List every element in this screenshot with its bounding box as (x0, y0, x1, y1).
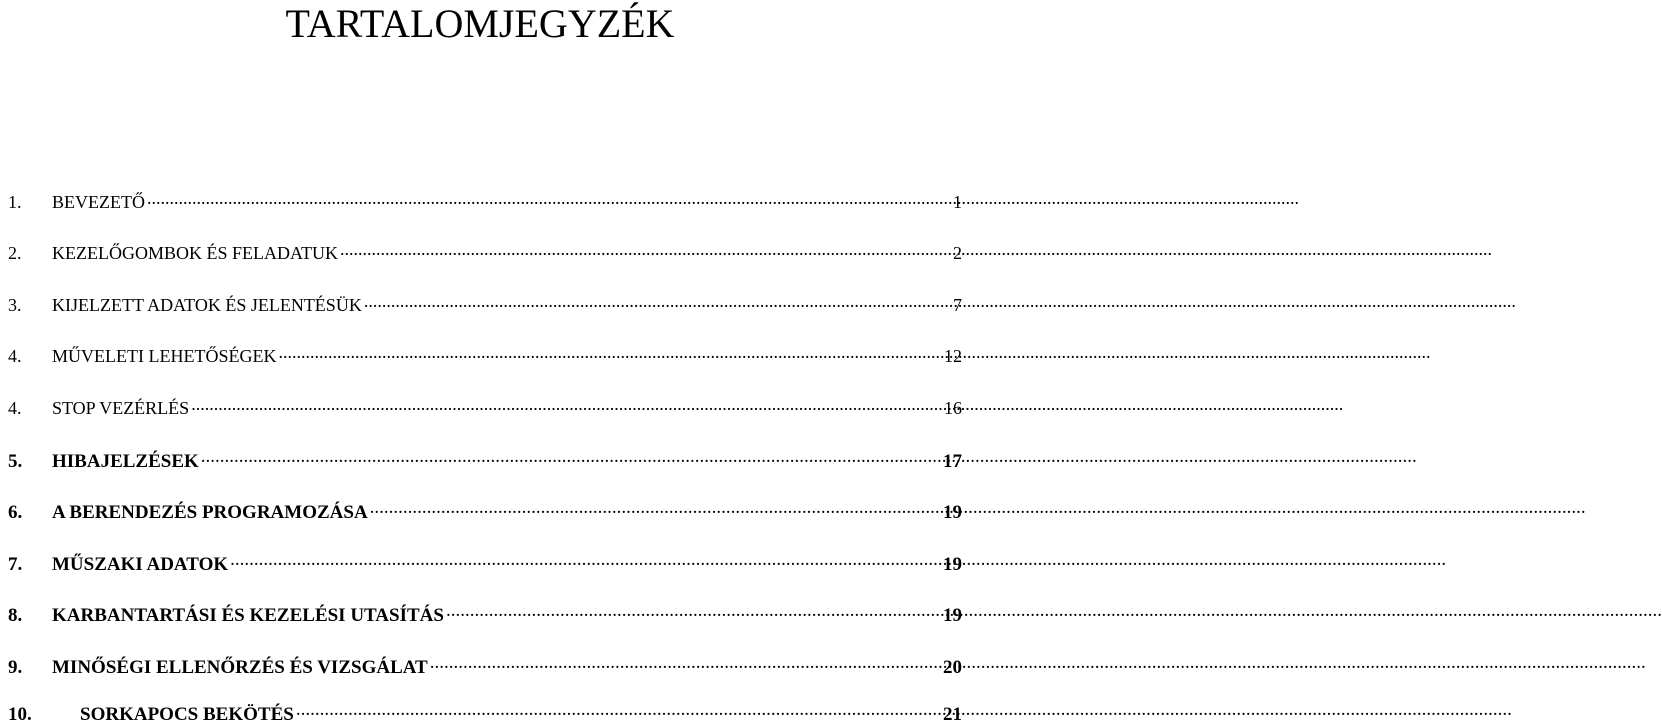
toc-entry-1[interactable] (8, 190, 962, 214)
toc-entry-page: 2 (953, 243, 962, 263)
toc-entry-8[interactable] (8, 551, 962, 575)
toc-entry-5[interactable] (8, 396, 962, 420)
toc-entry-title: KARBANTARTÁSI ÉS KEZELÉSI UTASÍTÁS (52, 605, 444, 626)
toc-leader-dots (364, 293, 947, 311)
toc-entry-number: 4. (8, 346, 22, 366)
toc-entry-title: MINŐSÉGI ELLENŐRZÉS ÉS VIZSGÁLAT (52, 657, 428, 678)
toc-entry-title: KEZELŐGOMBOK ÉS FELADATUK (52, 243, 338, 263)
toc-entry-page: 19 (943, 554, 962, 575)
toc-leader-dots (340, 241, 947, 259)
toc-leader-dots (147, 190, 947, 208)
toc-entry-number: 8. (8, 605, 23, 626)
toc-entry-title: STOP VEZÉRLÉS (52, 398, 190, 418)
toc-leader-dots (278, 344, 938, 362)
page-title: TARTALOMJEGYZÉK (285, 1, 675, 46)
toc-entry-6[interactable] (8, 448, 962, 472)
toc-entry-4[interactable] (8, 344, 962, 368)
toc-entry-number: 6. (8, 502, 23, 523)
toc-entry-title: BEVEZETŐ (52, 192, 145, 212)
toc-entry-number: 10. (8, 704, 32, 725)
toc-entry-9[interactable] (8, 602, 962, 626)
toc-entry-7[interactable] (8, 499, 962, 523)
toc-leader-dots (296, 701, 937, 720)
toc-entry-page: 1 (953, 192, 962, 212)
toc-entry-page: 7 (953, 295, 962, 315)
toc-leader-dots (370, 499, 937, 518)
toc-entry-title: SORKAPOCS BEKÖTÉS (80, 704, 294, 725)
toc-entry-page: 20 (943, 657, 962, 678)
toc-leader-dots (191, 396, 938, 414)
toc-entry-title: KIJELZETT ADATOK ÉS JELENTÉSÜK (52, 295, 362, 315)
toc-entry-number: 1. (8, 192, 22, 212)
toc-entry-title: MŰSZAKI ADATOK (52, 554, 229, 575)
toc-entry-number: 4. (8, 398, 22, 418)
toc-entry-3[interactable] (8, 293, 962, 317)
toc-leader-dots (201, 448, 937, 467)
toc-entry-page: 19 (943, 605, 962, 626)
toc-entry-number: 5. (8, 451, 23, 472)
toc-entry-title: A BERENDEZÉS PROGRAMOZÁSA (52, 502, 368, 523)
toc-entry-number: 3. (8, 295, 22, 315)
toc-entry-page: 16 (944, 398, 962, 418)
toc-entry-page: 12 (944, 346, 962, 366)
toc-entry-2[interactable] (8, 241, 962, 265)
toc-entry-10[interactable] (8, 654, 962, 678)
toc-entry-page: 19 (943, 502, 962, 523)
toc-entry-number: 7. (8, 554, 23, 575)
toc-entry-title: MŰVELETI LEHETŐSÉGEK (52, 346, 277, 366)
toc-leader-dots (430, 654, 937, 673)
toc-entry-number: 2. (8, 243, 22, 263)
toc-entry-number: 9. (8, 657, 23, 678)
toc-leader-dots (446, 602, 937, 621)
toc-entry-title: HIBAJELZÉSEK (52, 451, 199, 472)
toc-entry-page: 21 (943, 704, 962, 725)
toc-leader-dots (230, 551, 937, 570)
toc-entry-11[interactable] (8, 701, 962, 725)
toc-entry-page: 17 (943, 451, 962, 472)
